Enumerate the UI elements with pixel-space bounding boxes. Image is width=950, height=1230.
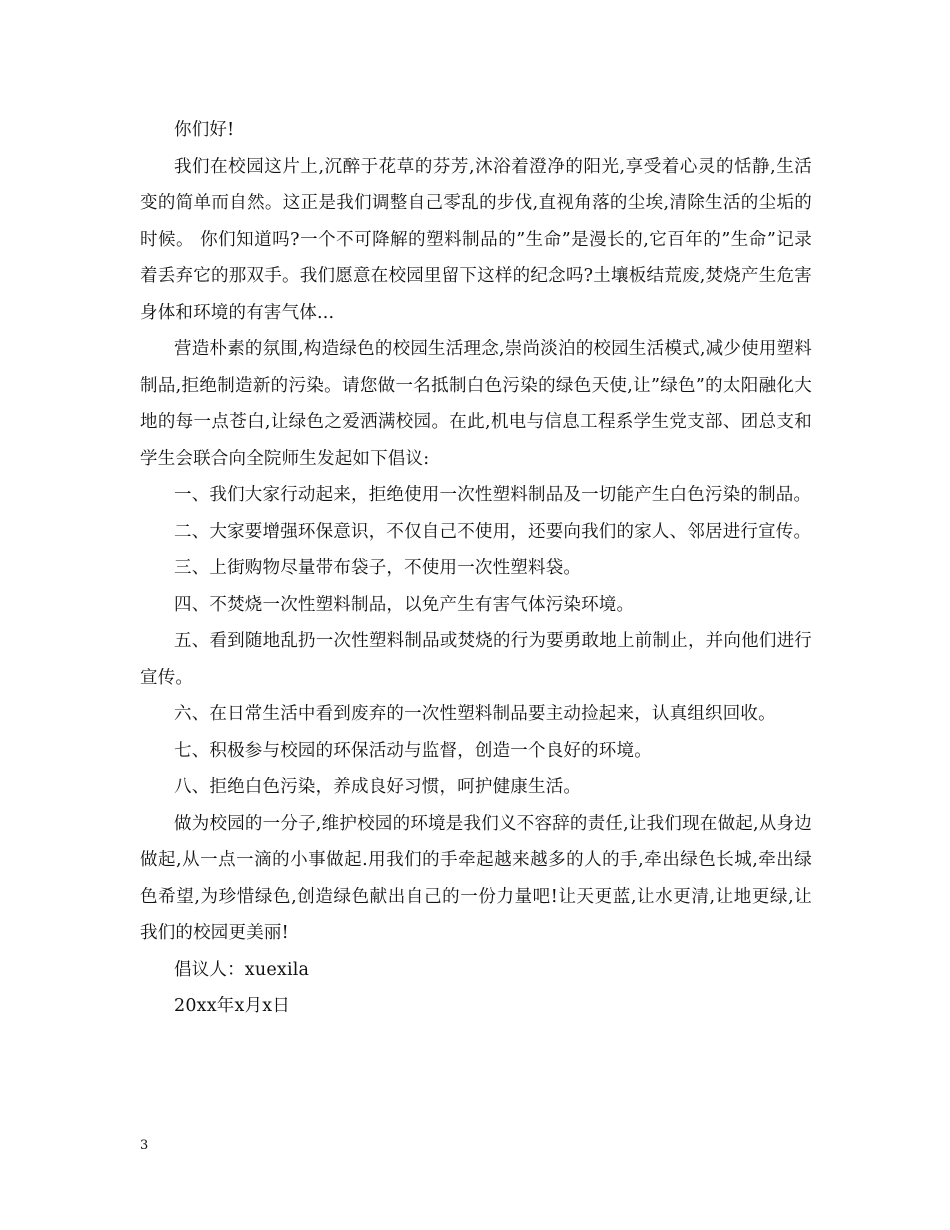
appeal-paragraph: 营造朴素的氛围,构造绿色的校园生活理念,崇尚淡泊的校园生活模式,减少使用塑料制品,拒绝制造新的污染。请您做一名抵制白色污染的绿色天使,让”绿色”的太阳融化大地的每一点苍白,让绿色之爱洒满校园。在此,机电与信息工程系学生党支部、团总支和学生会联合向全院师生发起如下倡议:	[140, 339, 812, 469]
proposal-item-1: 一、我们大家行动起来，拒绝使用一次性塑料制品及一切能产生白色污染的制品。	[174, 485, 812, 505]
proposal-item-3: 三、上街购物尽量带布袋子，不使用一次性塑料袋。	[174, 558, 582, 578]
signer-line: 倡议人：xuexila	[174, 959, 310, 980]
date-line: 20xx年x月x日	[174, 996, 291, 1016]
greeting-paragraph: 你们好!	[174, 120, 235, 140]
proposal-item-2: 二、大家要增强环保意识，不仅自己不使用，还要向我们的家人、邻居进行宣传。	[174, 521, 812, 542]
proposal-item-5: 五、看到随地乱扔一次性塑料制品或焚烧的行为要勇敢地上前制止，并向他们进行宣传。	[140, 631, 812, 688]
intro-paragraph: 我们在校园这片上,沉醉于花草的芬芳,沐浴着澄净的阳光,享受着心灵的恬静,生活变的简单而自然。这正是我们调整自己零乱的步伐,直视角落的尘埃,清除生活的尘垢的时候。 你们知道吗?一个不可降解的塑料制品的”生命”是漫长的,它百年的”生命”记录着丢弃它的那双手。我们愿意在校园里留下这样的纪念吗?土壤板结荒废,焚烧产生危害身体和环境的有害气体...	[140, 156, 812, 323]
proposal-item-6: 六、在日常生活中看到废弃的一次性塑料制品要主动捡起来，认真组织回收。	[174, 704, 776, 724]
proposal-item-8: 八、拒绝白色污染，养成良好习惯，呵护健康生活。	[174, 777, 582, 797]
document-body	[140, 112, 812, 1025]
closing-paragraph: 做为校园的一分子,维护校园的环境是我们义不容辞的责任,让我们现在做起,从身边做起,从一点一滴的小事做起.用我们的手牵起越来越多的人的手,牵出绿色长城,牵出绿色希望,为珍惜绿色,创造绿色献出自己的一份力量吧!让天更蓝,让水更清,让地更绿,让我们的校园更美丽!	[140, 813, 812, 943]
proposal-item-4: 四、不焚烧一次性塑料制品，以免产生有害气体污染环境。	[174, 594, 635, 615]
page-number: 3	[140, 1138, 149, 1153]
proposal-item-7: 七、积极参与校园的环保活动与监督，创造一个良好的环境。	[174, 740, 652, 761]
